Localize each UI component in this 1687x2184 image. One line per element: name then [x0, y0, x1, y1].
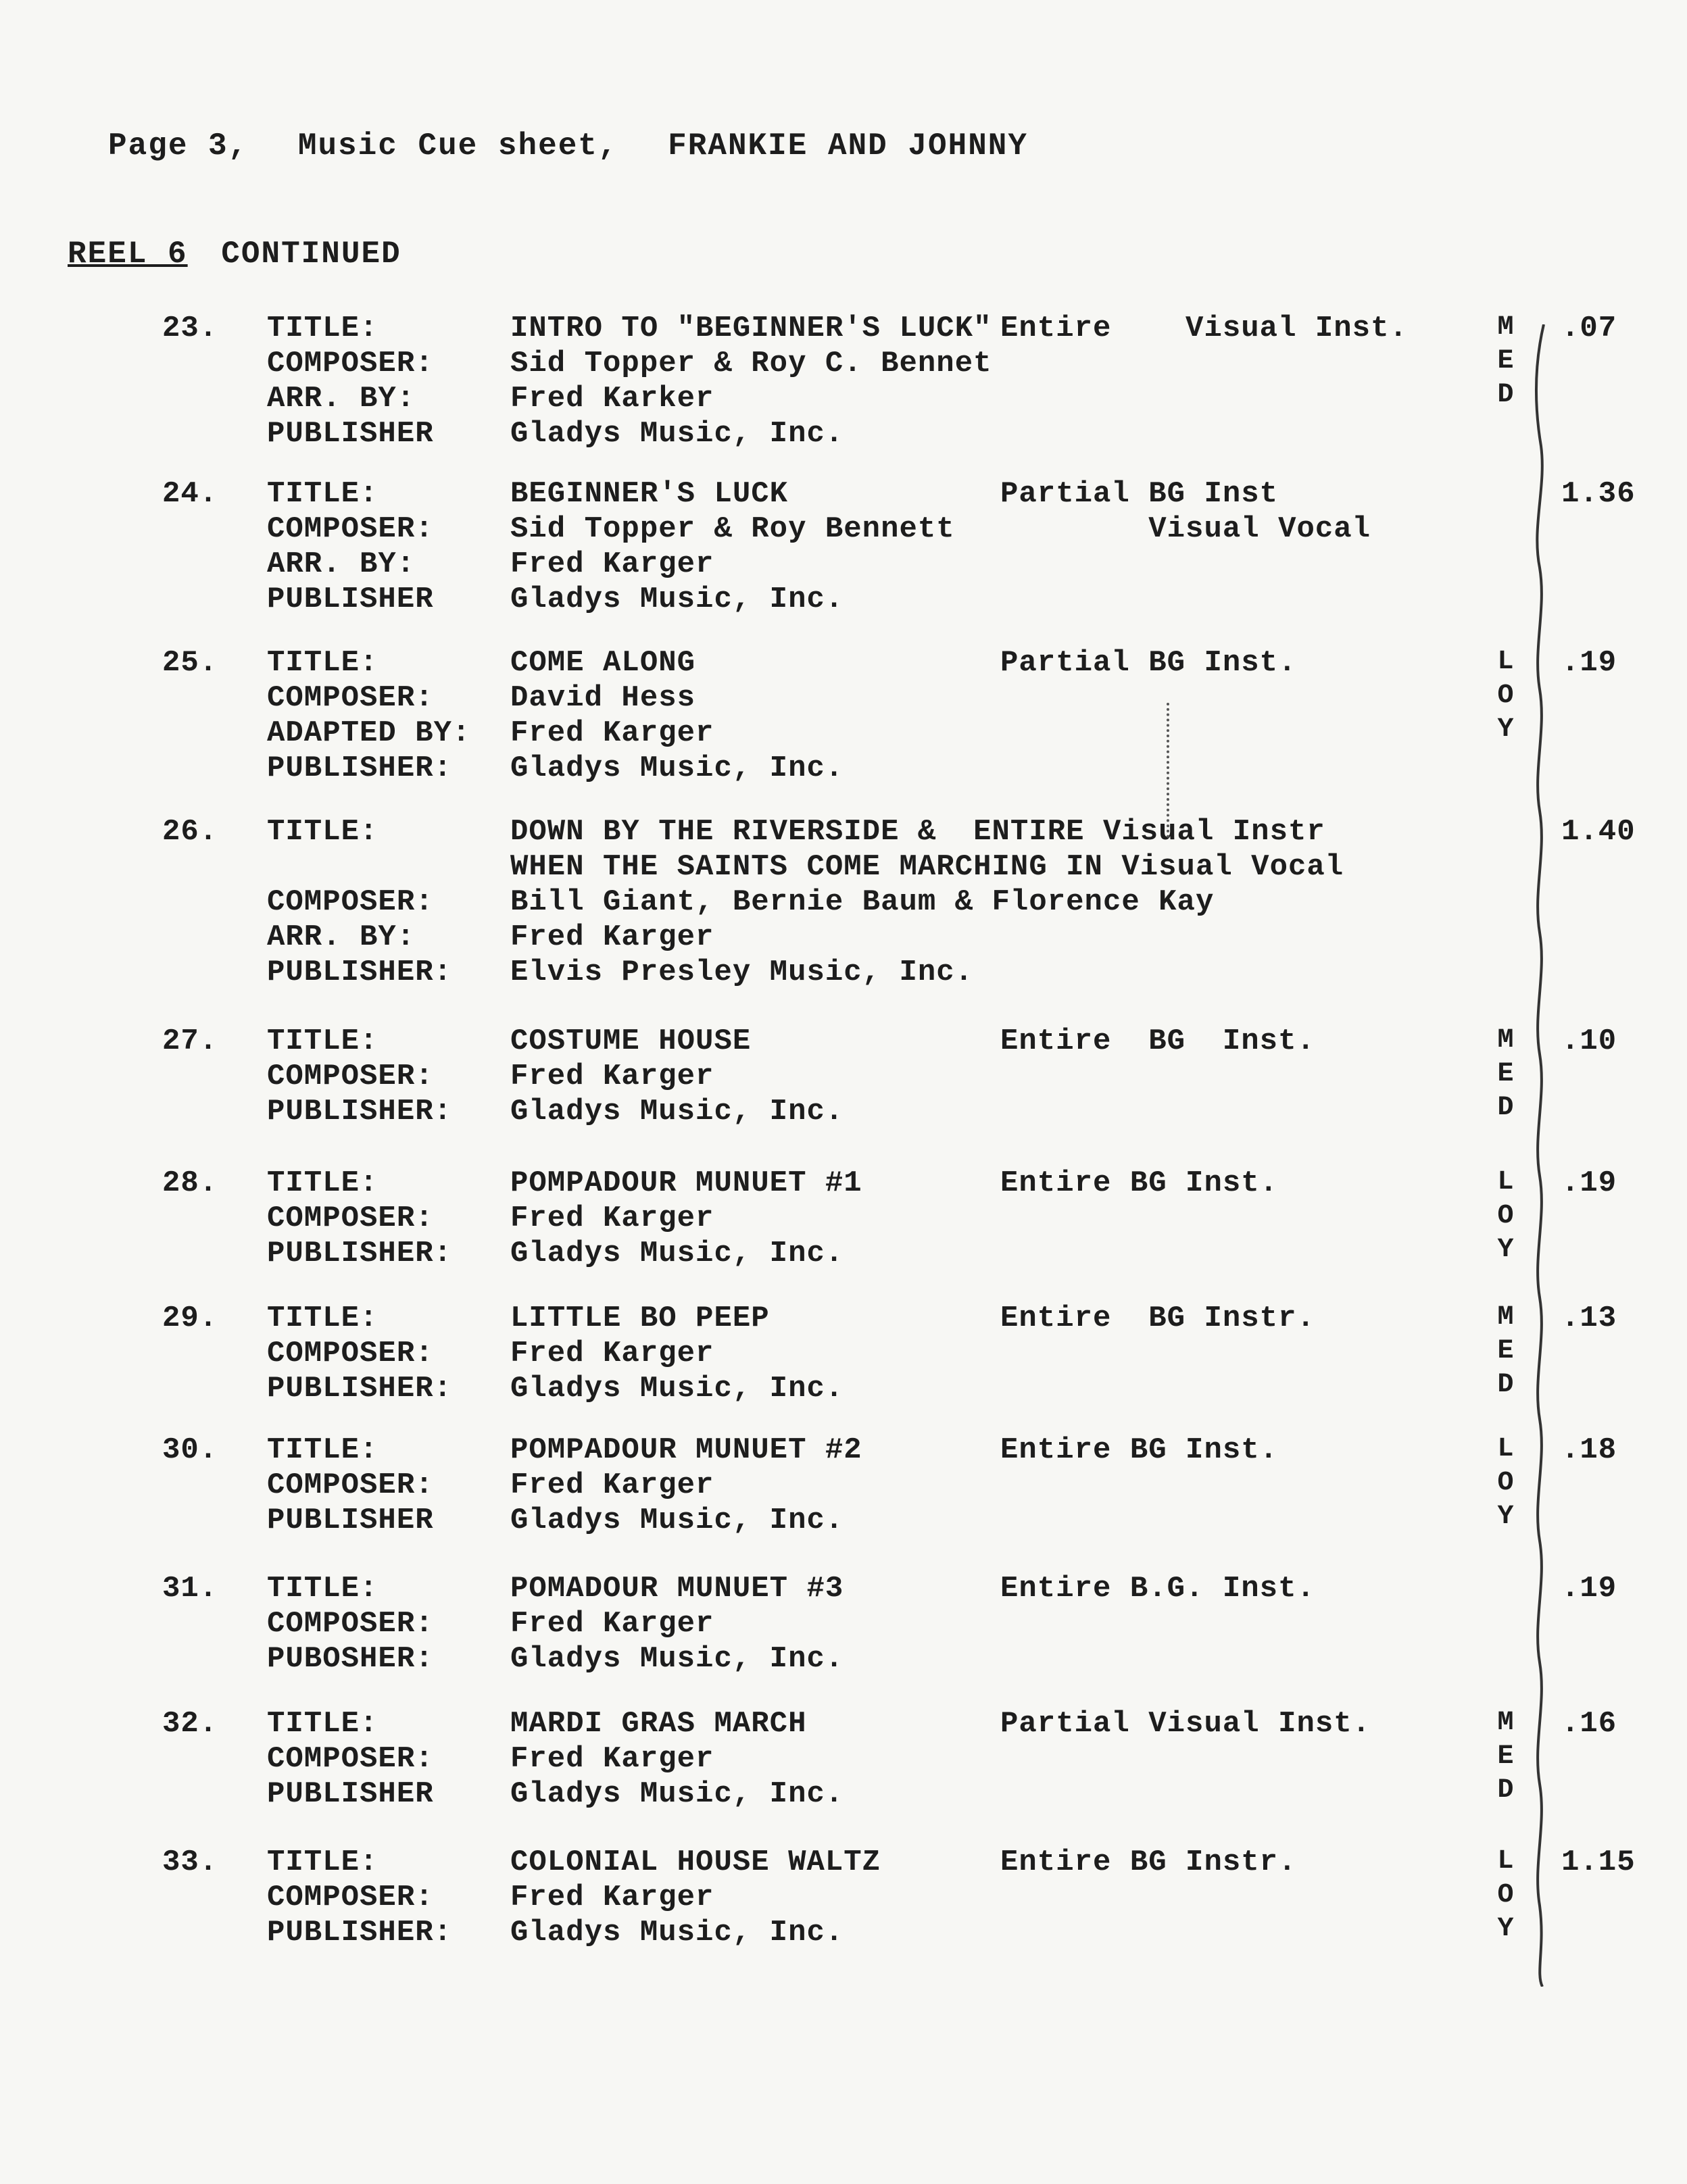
mood-letter: E: [1497, 1741, 1515, 1772]
page-header: [108, 128, 1058, 164]
cue-field-values: [510, 1301, 844, 1406]
document-type: Music Cue sheet,: [297, 128, 618, 164]
cue-usage: Partial BG Inst Visual Vocal: [1000, 477, 1371, 546]
field-label: COMPOSER:: [267, 1201, 434, 1235]
cue-timing: .07: [1561, 312, 1617, 345]
field-label: TITLE:: [267, 646, 378, 680]
cue-field-values: [510, 814, 1344, 990]
mood-letter: L: [1497, 1846, 1515, 1877]
field-label: PUBLISHER: [267, 1504, 434, 1537]
field-value: Elvis Presley Music, Inc.: [510, 956, 974, 989]
cue-usage: Entire BG Instr.: [1000, 1845, 1297, 1879]
field-label: COMPOSER:: [267, 1742, 434, 1776]
mood-letter: O: [1497, 1880, 1515, 1910]
cue-mood: [1494, 1433, 1518, 1534]
cue-field-values: [510, 1845, 881, 1950]
mood-letter: M: [1497, 1708, 1515, 1738]
field-label: COMPOSER:: [267, 885, 434, 919]
field-label: PUBLISHER: [267, 417, 434, 451]
mood-letter: M: [1497, 312, 1515, 343]
cue-usage: Entire BG Inst.: [1000, 1166, 1279, 1200]
field-label: TITLE:: [267, 1433, 378, 1467]
cue-field-values: [510, 476, 955, 617]
cue-number: 27.: [162, 1024, 218, 1058]
field-label: PUBLISHER:: [267, 1095, 453, 1128]
mood-letter: M: [1497, 1025, 1515, 1056]
dotted-mark: [1167, 703, 1172, 838]
cue-mood: [1494, 311, 1518, 412]
field-label: PUBLISHER: [267, 582, 434, 616]
mood-letter: D: [1497, 1093, 1515, 1123]
cue-field-labels: [267, 1845, 452, 1950]
cue-usage: Entire Visual Inst.: [1000, 312, 1408, 345]
film-title: FRANKIE AND JOHNNY: [668, 128, 1029, 164]
cue-field-labels: [267, 1706, 434, 1812]
field-value: INTRO TO "BEGINNER'S LUCK": [510, 312, 992, 345]
mood-letter: Y: [1497, 1502, 1515, 1532]
field-value: Sid Topper & Roy Bennett: [510, 512, 955, 546]
field-label: ARR. BY:: [267, 382, 416, 416]
cue-number: 24.: [162, 477, 218, 511]
field-value: Fred Karger: [510, 716, 714, 750]
field-value: Gladys Music, Inc.: [510, 1642, 844, 1676]
mood-letter: D: [1497, 1775, 1515, 1806]
cue-field-values: [510, 1433, 862, 1538]
cue-timing: .18: [1561, 1433, 1617, 1467]
field-value: Bill Giant, Bernie Baum & Florence Kay: [510, 885, 1215, 919]
field-value: Gladys Music, Inc.: [510, 1372, 844, 1406]
cue-usage: Partial Visual Inst.: [1000, 1707, 1371, 1741]
cue-timing: 1.36: [1561, 477, 1636, 511]
field-value: MARDI GRAS MARCH: [510, 1707, 807, 1741]
cue-field-labels: [267, 1024, 452, 1129]
cue-field-labels: [267, 311, 434, 451]
cue-timing: 1.40: [1561, 815, 1636, 849]
mood-letter: D: [1497, 380, 1515, 410]
cue-field-values: [510, 1166, 862, 1271]
mood-letter: E: [1497, 1336, 1515, 1366]
field-value: Fred Karger: [510, 547, 714, 581]
cue-field-values: [510, 1571, 844, 1677]
cue-usage: Entire BG Instr.: [1000, 1301, 1315, 1335]
cue-mood: [1494, 645, 1518, 747]
field-value: Gladys Music, Inc.: [510, 1777, 844, 1811]
cue-mood: [1494, 1166, 1518, 1267]
field-label: TITLE:: [267, 1845, 378, 1879]
cue-timing: 1.15: [1561, 1845, 1636, 1879]
field-label: COMPOSER:: [267, 1337, 434, 1370]
field-value: COLONIAL HOUSE WALTZ: [510, 1845, 881, 1879]
field-label: TITLE:: [267, 1166, 378, 1200]
field-value: Gladys Music, Inc.: [510, 1504, 844, 1537]
reel-label: REEL 6: [68, 237, 188, 272]
field-value: Gladys Music, Inc.: [510, 751, 844, 785]
field-value: Fred Karger: [510, 1881, 714, 1914]
field-value: Fred Karger: [510, 1468, 714, 1502]
page-number: Page 3,: [108, 128, 249, 164]
mood-letter: Y: [1497, 1914, 1515, 1944]
mood-brace: [1529, 324, 1549, 1987]
field-value: Sid Topper & Roy C. Bennet: [510, 347, 992, 380]
mood-letter: L: [1497, 1167, 1515, 1197]
field-label: TITLE:: [267, 1301, 378, 1335]
cue-timing: .19: [1561, 1166, 1617, 1200]
mood-letter: O: [1497, 1201, 1515, 1231]
mood-letter: L: [1497, 1434, 1515, 1464]
field-value: Fred Karger: [510, 1337, 714, 1370]
field-label: TITLE:: [267, 1024, 378, 1058]
cue-usage: Entire BG Inst.: [1000, 1024, 1315, 1058]
field-label: COMPOSER:: [267, 1060, 434, 1093]
field-label: ARR. BY:: [267, 547, 416, 581]
field-label: COMPOSER:: [267, 681, 434, 715]
cue-mood: [1494, 1024, 1518, 1125]
cue-mood: [1494, 1301, 1518, 1402]
cue-usage: Entire B.G. Inst.: [1000, 1572, 1315, 1606]
field-label: COMPOSER:: [267, 1607, 434, 1641]
field-label: PUBLISHER: [267, 1777, 434, 1811]
cue-field-labels: [267, 476, 434, 617]
field-value: POMADOUR MUNUET #3: [510, 1572, 844, 1606]
field-label: COMPOSER:: [267, 347, 434, 380]
reel-heading: [68, 237, 401, 272]
mood-letter: O: [1497, 680, 1515, 711]
field-value: BEGINNER'S LUCK: [510, 477, 789, 511]
cue-field-values: [510, 311, 992, 451]
field-value: COME ALONG: [510, 646, 696, 680]
field-value: Gladys Music, Inc.: [510, 1237, 844, 1270]
field-value: Fred Karger: [510, 1201, 714, 1235]
cue-usage: Entire BG Inst.: [1000, 1433, 1279, 1467]
cue-field-labels: [267, 645, 470, 786]
field-label: TITLE:: [267, 1572, 378, 1606]
cue-mood: [1494, 1845, 1518, 1946]
reel-status: CONTINUED: [221, 237, 401, 272]
field-label: ARR. BY:: [267, 920, 416, 954]
field-label: PUBLISHER:: [267, 956, 453, 989]
cue-timing: .19: [1561, 646, 1617, 680]
field-value: Fred Karker: [510, 382, 714, 416]
cue-number: 31.: [162, 1572, 218, 1606]
field-value: Gladys Music, Inc.: [510, 1916, 844, 1950]
mood-letter: E: [1497, 1059, 1515, 1089]
mood-letter: D: [1497, 1370, 1515, 1400]
field-label: TITLE:: [267, 477, 378, 511]
cue-field-labels: [267, 814, 452, 990]
cue-number: 32.: [162, 1707, 218, 1741]
field-label: PUBLISHER:: [267, 751, 453, 785]
cue-timing: .13: [1561, 1301, 1617, 1335]
cue-usage: Partial BG Inst.: [1000, 646, 1297, 680]
field-value: Fred Karger: [510, 920, 714, 954]
cue-timing: .19: [1561, 1572, 1617, 1606]
field-label: PUBLISHER:: [267, 1916, 453, 1950]
mood-letter: Y: [1497, 1235, 1515, 1265]
cue-timing: .10: [1561, 1024, 1617, 1058]
field-value: POMPADOUR MUNUET #2: [510, 1433, 862, 1467]
field-value: Gladys Music, Inc.: [510, 582, 844, 616]
field-label: PUBLISHER:: [267, 1237, 453, 1270]
field-value: Gladys Music, Inc.: [510, 1095, 844, 1128]
mood-letter: M: [1497, 1302, 1515, 1333]
cue-number: 25.: [162, 646, 218, 680]
field-label: PUBOSHER:: [267, 1642, 434, 1676]
cue-field-values: [510, 1024, 844, 1129]
mood-letter: Y: [1497, 714, 1515, 745]
cue-field-values: [510, 645, 844, 786]
field-value: LITTLE BO PEEP: [510, 1301, 770, 1335]
cue-field-labels: [267, 1433, 434, 1538]
field-label: TITLE:: [267, 1707, 378, 1741]
field-label: TITLE:: [267, 815, 378, 849]
field-value: WHEN THE SAINTS COME MARCHING IN Visual Vocal: [510, 850, 1344, 884]
field-value: Fred Karger: [510, 1742, 714, 1776]
mood-letter: O: [1497, 1468, 1515, 1498]
field-value: Gladys Music, Inc.: [510, 417, 844, 451]
cue-number: 33.: [162, 1845, 218, 1879]
cue-number: 28.: [162, 1166, 218, 1200]
field-label: COMPOSER:: [267, 512, 434, 546]
cue-number: 26.: [162, 815, 218, 849]
cue-mood: [1494, 1706, 1518, 1808]
field-label: COMPOSER:: [267, 1468, 434, 1502]
cue-timing: .16: [1561, 1707, 1617, 1741]
field-label: COMPOSER:: [267, 1881, 434, 1914]
field-label: TITLE:: [267, 312, 378, 345]
field-value: David Hess: [510, 681, 696, 715]
field-value: Fred Karger: [510, 1607, 714, 1641]
cue-number: 23.: [162, 312, 218, 345]
cue-number: 30.: [162, 1433, 218, 1467]
field-value: COSTUME HOUSE: [510, 1024, 752, 1058]
mood-letter: L: [1497, 647, 1515, 677]
cue-field-labels: [267, 1301, 452, 1406]
field-label: ADAPTED BY:: [267, 716, 471, 750]
mood-letter: E: [1497, 346, 1515, 376]
field-value: Fred Karger: [510, 1060, 714, 1093]
field-value: POMPADOUR MUNUET #1: [510, 1166, 862, 1200]
field-label: PUBLISHER:: [267, 1372, 453, 1406]
cue-field-values: [510, 1706, 844, 1812]
cue-number: 29.: [162, 1301, 218, 1335]
cue-field-labels: [267, 1166, 452, 1271]
field-value: DOWN BY THE RIVERSIDE & ENTIRE Visual Instr: [510, 815, 1325, 849]
cue-field-labels: [267, 1571, 434, 1677]
field-label: [267, 849, 452, 885]
